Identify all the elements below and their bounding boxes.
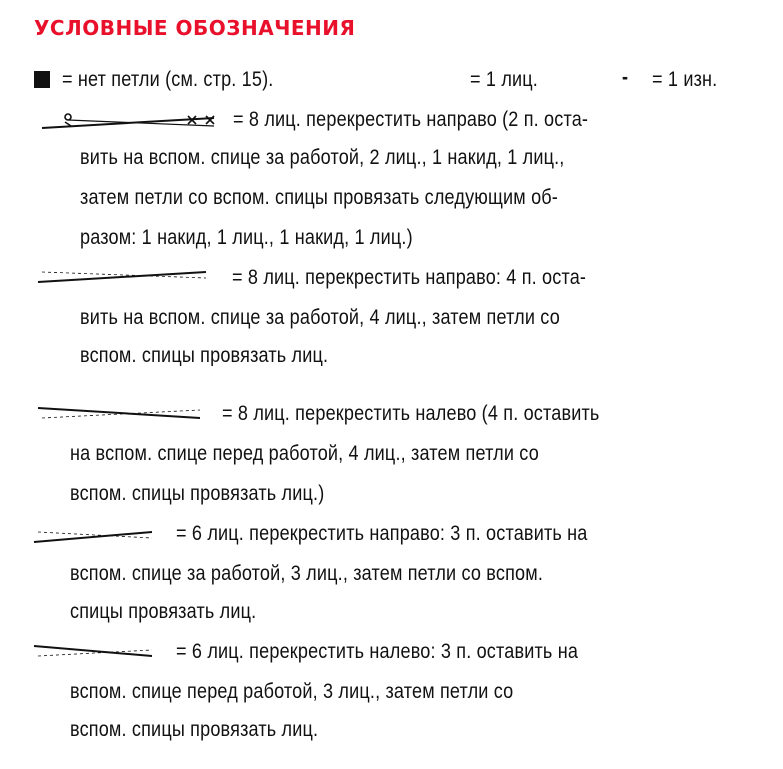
no-stitch-text: = нет петли (см. стр. 15). bbox=[62, 68, 274, 91]
no-stitch-square-icon bbox=[34, 71, 50, 88]
cable-8-left-line-3: вспом. спицы провязать лиц.) bbox=[70, 482, 325, 505]
cable-8-yarnover-line-2: вить на вспом. спице за работой, 2 лиц., 1 накид, 1 лиц., bbox=[80, 146, 565, 169]
legend-title: УСЛОВНЫЕ ОБОЗНАЧЕНИЯ bbox=[34, 16, 356, 40]
cable-6-left-symbol-icon bbox=[32, 642, 162, 662]
cable-8-right-line-2: вить на вспом. спице за работой, 4 лиц., затем петли со bbox=[80, 306, 560, 329]
cable-8-yarnover-line-3: затем петли со вспом. спицы провязать следующим об- bbox=[80, 186, 558, 209]
cable-6-right-line-2: вспом. спице за работой, 3 лиц., затем петли со вспом. bbox=[70, 562, 544, 585]
cable-6-left-line-2: вспом. спице перед работой, 3 лиц., затем петли со bbox=[70, 680, 514, 703]
cable-8-left-symbol-icon bbox=[34, 402, 204, 422]
cable-6-left-line-3: вспом. спицы провязать лиц. bbox=[70, 718, 319, 741]
cable-8-right-line-3: вспом. спицы провязать лиц. bbox=[80, 344, 329, 366]
purl-text: = 1 изн. bbox=[652, 68, 718, 91]
purl-symbol: - bbox=[622, 66, 629, 89]
cable-8-left-line-1: = 8 лиц. перекрестить налево (4 п. оставить bbox=[222, 402, 600, 425]
cable-8-yarnover-symbol-icon bbox=[38, 108, 218, 132]
knit-text: = 1 лиц. bbox=[470, 68, 538, 91]
cable-6-right-line-3: спицы провязать лиц. bbox=[70, 600, 257, 623]
cable-6-right-symbol-icon bbox=[32, 526, 162, 546]
cable-8-yarnover-line-4: разом: 1 накид, 1 лиц., 1 накид, 1 лиц.) bbox=[80, 226, 413, 249]
cable-6-right-line-1: = 6 лиц. перекрестить направо: 3 п. оставить на bbox=[176, 522, 588, 545]
cable-8-right-line-1: = 8 лиц. перекрестить направо: 4 п. оста- bbox=[232, 266, 587, 289]
cable-6-left-line-1: = 6 лиц. перекрестить налево: 3 п. оставить на bbox=[176, 640, 579, 663]
cable-8-yarnover-line-1: = 8 лиц. перекрестить направо (2 п. оста- bbox=[233, 108, 589, 131]
cable-8-right-symbol-icon bbox=[34, 266, 214, 286]
cable-8-left-line-2: на вспом. спице перед работой, 4 лиц., затем петли со bbox=[70, 442, 539, 465]
